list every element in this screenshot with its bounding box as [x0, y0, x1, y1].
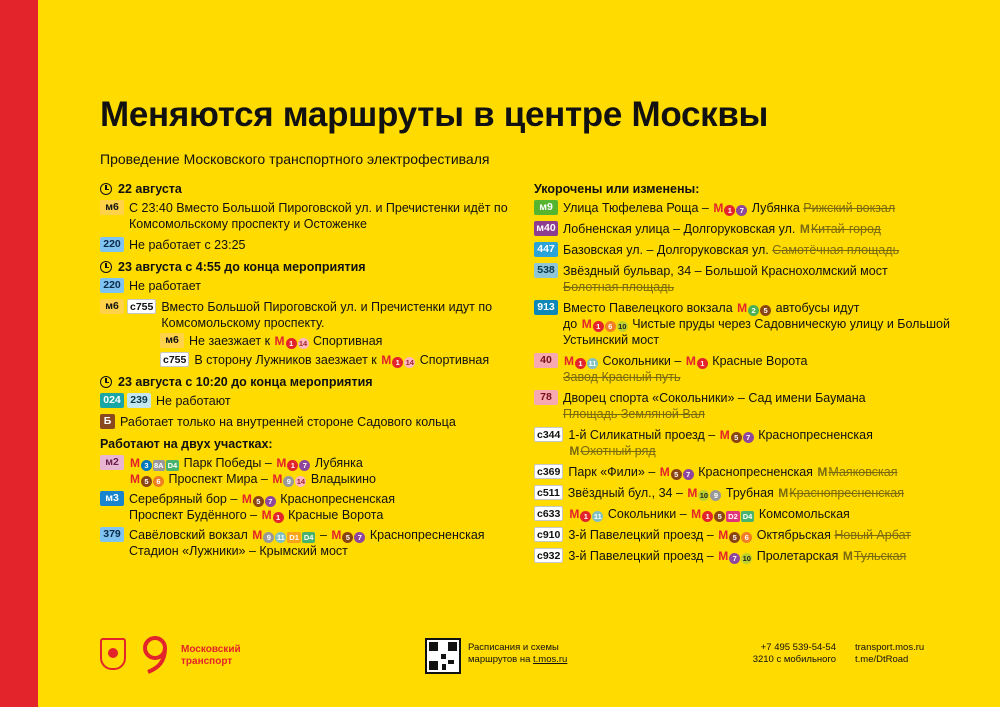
metro-icon: М: [718, 528, 729, 542]
route-badge: 40: [534, 353, 558, 368]
station-name: Лубянка: [314, 456, 363, 470]
route-badge: 78: [534, 390, 558, 405]
metro-line-7-icon: 7: [265, 496, 276, 507]
metro-line-5-icon: 5: [671, 469, 682, 480]
metro-icon: М: [252, 528, 263, 542]
route-item: [534, 221, 954, 237]
station-name: Краснопресненская: [698, 465, 813, 479]
page-title: Меняются маршруты в центре Москвы: [100, 95, 769, 134]
section-date-22: [100, 180, 520, 198]
mcd-d4-icon: D4: [742, 512, 753, 521]
route-text: Дворец спорта «Сокольники» – Сад имени Баумана: [563, 391, 866, 405]
route-text: Парк Победы –: [183, 456, 272, 470]
route-item: [534, 485, 954, 501]
brand-line: транспорт: [181, 656, 233, 667]
route-text: Улица Тюфелева Роща –: [563, 201, 709, 215]
route-text: –: [319, 528, 327, 542]
route-item: [100, 393, 520, 409]
metro-line-8a-icon: 8А: [154, 461, 164, 470]
website-link[interactable]: transport.mos.ru: [855, 642, 925, 653]
metro-icon: М: [713, 201, 724, 215]
metro-line-11-icon: 11: [593, 512, 602, 521]
metro-line-6-icon: 6: [153, 476, 164, 487]
metro-line-1-icon: 1: [575, 358, 586, 369]
route-text: Не работают: [156, 394, 231, 408]
route-item: [534, 263, 954, 295]
metro-icon: М: [261, 508, 272, 522]
metro-line-6-icon: 6: [741, 532, 752, 543]
route-item: [100, 237, 520, 253]
section-title: 23 августа с 10:20 до конца мероприятия: [118, 375, 373, 389]
route-item: [534, 527, 954, 543]
brand-name: [181, 644, 241, 668]
mcd-d4-icon: D4: [303, 533, 314, 542]
metro-icon: М: [569, 444, 580, 458]
metro-icon: М: [569, 507, 580, 521]
route-text: Вместо Большой Пироговской ул. и Пречистенки идут по Комсомольскому проспекту.: [161, 300, 493, 330]
telegram-link[interactable]: t.me/DtRoad: [855, 654, 909, 665]
route-badge: 220: [100, 278, 124, 293]
route-badge: с511: [534, 485, 563, 500]
section-title: 22 августа: [118, 182, 182, 196]
metro-line-10-icon: 10: [699, 491, 709, 500]
cancelled-stop: Рижский вокзал: [803, 201, 896, 215]
metro-icon: М: [817, 465, 828, 479]
cancelled-stop: Болотная площадь: [563, 280, 675, 294]
mcd-d2-icon: D2: [728, 512, 738, 521]
mcd-d1-icon: D1: [289, 533, 299, 542]
metro-icon: М: [659, 465, 670, 479]
metro-line-11-icon: 11: [276, 533, 285, 542]
schedule-text: Расписания и схемы: [468, 642, 559, 653]
metro-icon: М: [381, 353, 392, 367]
moscow-transport-logo-icon: [140, 634, 174, 674]
metro-line-1-icon: 1: [273, 512, 284, 523]
metro-icon: М: [719, 428, 730, 442]
page-subtitle: Проведение Московского транспортного электрофестиваля: [100, 151, 490, 167]
metro-icon: М: [272, 472, 283, 486]
metro-line-1-icon: 1: [724, 205, 735, 216]
metro-line-11-icon: 11: [588, 359, 597, 368]
cancelled-stop: МТульская: [842, 549, 907, 563]
metro-icon: М: [130, 472, 140, 486]
station-name: Октябрьская: [756, 528, 831, 542]
metro-line-14-icon: 14: [296, 477, 306, 486]
metro-line-7-icon: 7: [736, 205, 747, 216]
schedule-link[interactable]: t.mos.ru: [533, 654, 568, 665]
route-text: 3-й Павелецкий проезд –: [568, 549, 714, 563]
route-badge: 220: [100, 237, 124, 252]
metro-line-10-icon: 10: [618, 322, 627, 331]
route-text: Сокольники –: [602, 354, 682, 368]
route-badge: м40: [534, 221, 558, 236]
metro-line-7-icon: 7: [743, 432, 754, 443]
route-item: [534, 242, 954, 258]
qr-code[interactable]: [425, 638, 461, 674]
section-shortened-title: Укорочены или изменены:: [534, 182, 700, 196]
route-text: автобусы идут: [775, 301, 860, 315]
route-badge: с932: [534, 548, 563, 563]
section-two-segments-title: Работают на двух участках:: [100, 437, 273, 451]
station-name: Спортивная: [313, 334, 383, 348]
metro-line-1-icon: 1: [580, 511, 591, 522]
metro-icon: М: [564, 354, 574, 368]
route-badge: с369: [534, 464, 563, 479]
moscow-coat-of-arms-icon: [100, 638, 126, 670]
section-date-23-day: [100, 373, 520, 391]
route-item: [100, 299, 520, 331]
cancelled-stop: Новый Арбат: [834, 528, 911, 542]
route-subitem: [160, 333, 520, 349]
footer: [0, 632, 1000, 692]
cancelled-stop: Самотёчная площадь: [772, 243, 900, 257]
metro-icon: М: [842, 549, 853, 563]
route-badge: 913: [534, 300, 558, 315]
station-name: Трубная: [725, 486, 774, 500]
route-text: Стадион «Лужники» – Крымский мост: [129, 544, 348, 558]
route-text: 3-й Павелецкий проезд –: [568, 528, 714, 542]
route-badge: 024: [100, 393, 124, 408]
route-item: [534, 200, 954, 216]
route-item: [534, 300, 954, 348]
metro-line-9-icon: 9: [283, 476, 294, 487]
route-badge: с344: [534, 427, 563, 442]
route-item: [534, 506, 954, 522]
route-item: [100, 200, 520, 232]
route-text: Вместо Павелецкого вокзала: [563, 301, 733, 315]
metro-line-7-icon: 7: [683, 469, 694, 480]
station-name: Комсомольская: [758, 507, 850, 521]
metro-line-1-icon: 1: [593, 321, 604, 332]
cancelled-stop: МКитай-город: [799, 222, 881, 236]
clock-icon: [100, 183, 112, 195]
phone-info: [740, 642, 836, 666]
route-item: [100, 527, 520, 559]
route-item: [100, 278, 520, 294]
metro-line-5-icon: 5: [342, 532, 353, 543]
metro-icon: М: [691, 507, 702, 521]
cancelled-stop: МКраснопресненская: [778, 486, 904, 500]
station-name: Красные Ворота: [712, 354, 808, 368]
metro-line-7-icon: 7: [299, 460, 310, 471]
station-name: Лубянка: [751, 201, 800, 215]
route-badge: 447: [534, 242, 558, 257]
route-item: [534, 353, 954, 385]
route-text: Звёздный бул., 34 –: [567, 486, 683, 500]
metro-icon: М: [737, 301, 748, 315]
clock-icon: [100, 376, 112, 388]
metro-line-7-icon: 7: [354, 532, 365, 543]
route-badge: м2: [100, 455, 124, 470]
metro-line-7-icon: 7: [729, 553, 740, 564]
metro-line-5-icon: 5: [731, 432, 742, 443]
station-name: Краснопресненская: [280, 492, 395, 506]
route-badge: 379: [100, 527, 124, 542]
metro-line-5-icon: 5: [141, 476, 152, 487]
route-text: Парк «Фили» –: [568, 465, 656, 479]
route-text: Серебряный бор –: [129, 492, 238, 506]
route-text: Не работает с 23:25: [129, 238, 246, 252]
route-text: Звёздный бульвар, 34 – Большой Краснохолмский мост: [563, 264, 888, 278]
section-date-23-morning: [100, 258, 520, 276]
metro-line-14-icon: 14: [298, 339, 308, 348]
route-text: Савёловский вокзал: [129, 528, 248, 542]
schedule-text: маршрутов на: [468, 654, 531, 665]
route-badge: Б: [100, 414, 115, 429]
route-item: [100, 414, 520, 430]
route-badge: с755: [160, 352, 189, 367]
metro-icon: М: [685, 354, 696, 368]
cancelled-stop: Завод Красный путь: [563, 370, 681, 384]
metro-line-5-icon: 5: [253, 496, 264, 507]
route-text: Не работает: [129, 279, 201, 293]
route-item: [100, 491, 520, 523]
web-links: [855, 642, 924, 666]
right-column: [534, 180, 954, 569]
route-badge: м9: [534, 200, 558, 215]
station-name: Владыкино: [310, 472, 377, 486]
route-badge: 239: [127, 393, 151, 408]
metro-line-1-icon: 1: [697, 358, 708, 369]
metro-line-2-icon: 2: [748, 305, 759, 316]
route-badge: с910: [534, 527, 563, 542]
station-name: Красные Ворота: [288, 508, 384, 522]
metro-line-3-icon: 3: [141, 460, 152, 471]
route-text: Проспект Мира –: [168, 472, 268, 486]
metro-line-5-icon: 5: [760, 305, 771, 316]
mcd-d4-icon: D4: [167, 461, 178, 470]
route-badge: 538: [534, 263, 558, 278]
route-item: [100, 455, 520, 487]
clock-icon: [100, 261, 112, 273]
route-text: Лобненская улица – Долгоруковская ул.: [563, 222, 796, 236]
metro-icon: М: [778, 486, 789, 500]
brand-line: Московский: [181, 644, 241, 655]
route-text: Работает только на внутренней стороне Садового кольца: [120, 415, 456, 429]
route-subitem: [160, 352, 520, 368]
route-text: Не заезжает к: [189, 334, 271, 348]
route-item: [534, 427, 954, 459]
route-text: 1-й Силикатный проезд –: [568, 428, 716, 442]
route-text: до: [563, 317, 578, 331]
red-side-bar: [0, 0, 38, 707]
route-text: С 23:40 Вместо Большой Пироговской ул. и Пречистенки идёт по Комсомольскому проспекту и Остоженке: [129, 201, 508, 231]
section-title: 23 августа с 4:55 до конца мероприятия: [118, 260, 366, 274]
route-item: [534, 548, 954, 564]
metro-line-9-icon: 9: [263, 532, 274, 543]
route-badge: м6: [160, 333, 184, 348]
metro-icon: М: [581, 317, 592, 331]
metro-line-5-icon: 5: [729, 532, 740, 543]
station-name: Краснопресненская: [369, 528, 485, 542]
metro-line-1-icon: 1: [392, 357, 403, 368]
metro-line-10-icon: 10: [742, 554, 751, 563]
metro-icon: М: [687, 486, 698, 500]
metro-icon: М: [718, 549, 729, 563]
metro-icon: М: [331, 528, 342, 542]
metro-icon: М: [799, 222, 810, 236]
schedule-info: [468, 642, 567, 666]
left-column: [100, 180, 520, 563]
route-text: Базовская ул. – Долгоруковская ул.: [563, 243, 769, 257]
metro-icon: М: [274, 334, 285, 348]
route-text: В сторону Лужников заезжает к: [194, 353, 377, 367]
route-badge: с755: [127, 299, 156, 314]
phone-short-number: 3210 с мобильного: [752, 654, 836, 665]
station-name: Спортивная: [419, 353, 490, 367]
metro-line-14-icon: 14: [405, 358, 414, 367]
metro-icon: М: [276, 456, 287, 470]
route-badge: с633: [534, 506, 563, 521]
route-item: [534, 390, 954, 422]
cancelled-stop: ММаяковская: [817, 465, 898, 479]
route-text: Сокольники –: [607, 507, 687, 521]
route-text: Проспект Будённого –: [129, 508, 258, 522]
route-badge: м6: [100, 299, 124, 314]
metro-icon: М: [241, 492, 252, 506]
phone-number[interactable]: +7 495 539-54-54: [760, 642, 836, 653]
metro-line-1-icon: 1: [702, 511, 713, 522]
cancelled-stop: МОхотный ряд: [569, 444, 656, 458]
metro-line-1-icon: 1: [286, 338, 297, 349]
cancelled-stop: Площадь Земляной Вал: [563, 407, 705, 421]
route-item: [534, 464, 954, 480]
route-badge: м3: [100, 491, 124, 506]
metro-line-1-icon: 1: [287, 460, 298, 471]
route-text: Чистые пруды через Садовническую улицу и Большой Устьинский мост: [563, 317, 950, 347]
station-name: Краснопресненская: [758, 428, 873, 442]
route-badge: м6: [100, 200, 124, 215]
station-name: Пролетарская: [756, 549, 839, 563]
metro-line-6-icon: 6: [605, 321, 616, 332]
metro-icon: М: [130, 456, 140, 470]
metro-line-9-icon: 9: [710, 490, 721, 501]
metro-line-5-icon: 5: [714, 511, 725, 522]
